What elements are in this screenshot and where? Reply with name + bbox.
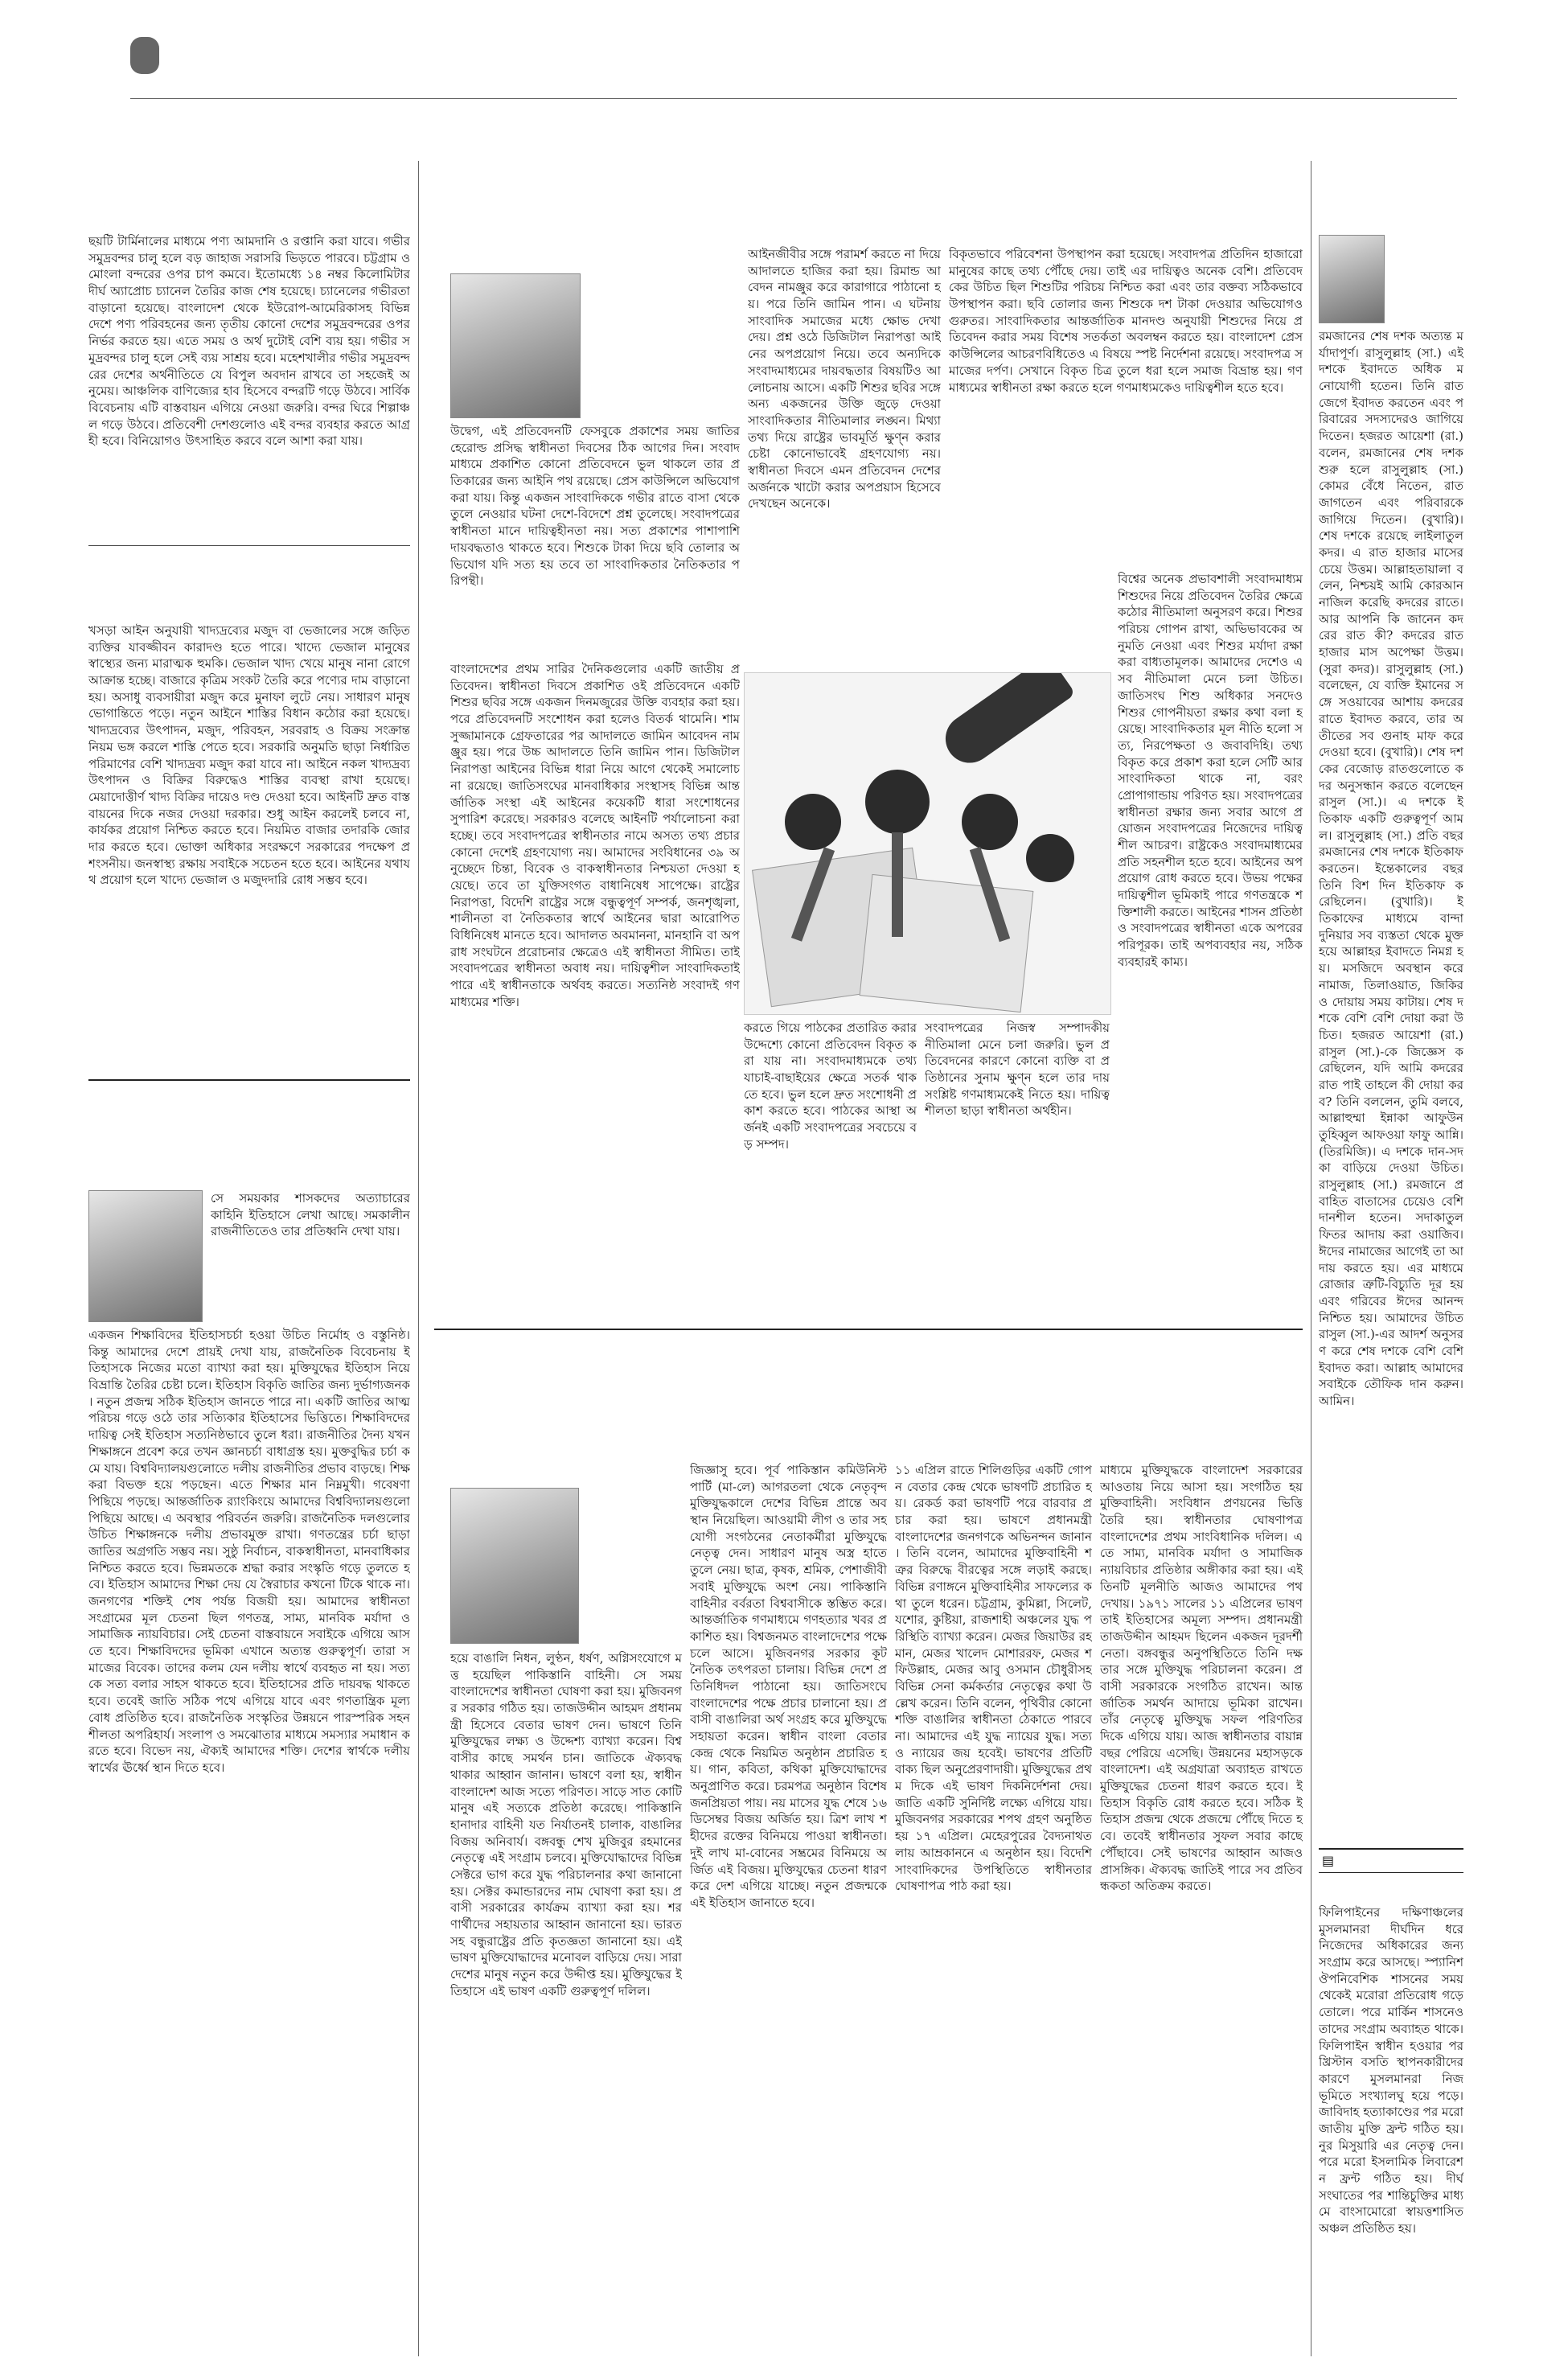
article-body: সে সময়কার শাসকদের অত্যাচারের কাহিনি ইতিহাসে লেখা আছে। সমকালীন রাজনীতিতেও তার প্রতিধ্বনি দেখা যায়। <box>211 1191 410 1239</box>
article-body: ছয়টি টার্মিনালের মাধ্যমে পণ্য আমদানি ও রপ্তানি করা যাবে। গভীর সমুদ্রবন্দর চালু হলে বড় জাহাজ সরাসরি ভিড়তে পারবে। চট্টগ্রাম ও মোংলা বন্দরের ওপর চাপ কমবে। ইতোমধ্যে ১৪ নম্বর কিলোমিটার দীর্ঘ অ্যাপ্রোচ চ্যানেল তৈরির কাজ শেষ হয়েছে। চ্যানেলের গভীরতা বাড়ানো হয়েছে। বাংলাদেশ থেকে ইউরোপ-আমেরিকাসহ বিভিন্ন দেশে পণ্য পরিবহনের জন্য তৃতীয় কোনো দেশের সমুদ্রবন্দরের ওপর নির্ভর করতে হয়। এতে সময় ও অর্থ দুটোই বেশি ব্যয় হয়। গভীর সমুদ্রবন্দর চালু হলে সেই ব্যয় সাশ্রয় হবে। মহেশখালীর গভীর সমুদ্রবন্দরের দেশের অর্থনীতিতে যে বিপুল অবদান রাখবে তা সহজেই অনুমেয়। আঞ্চলিক বাণিজ্যের হাব হিসেবে বন্দরটি গড়ে উঠবে। সার্বিক বিবেচনায় এটি বাস্তবায়ন এগিয়ে নেওয়া জরুরি। বন্দর ঘিরে শিল্পাঞ্চল গড়ে উঠবে। প্রতিবেশী দেশগুলোও এই বন্দর ব্যবহার করতে আগ্রহী হবে। বিনিয়োগও উৎসাহিত করবে বলে আশা করা যায়। <box>88 234 410 449</box>
article-body: উদ্বেগ, এই প্রতিবেদনটি ফেসবুকে প্রকাশের সময় জাতির হেরোল্ড প্রসিদ্ধ স্বাধীনতা দিবসের ঠিক আগের দিন। সংবাদমাধ্যমে প্রকাশিত কোনো প্রতিবেদনে ভুল থাকলে তার প্রতিকারের জন্য আইনি পথ রয়েছে। প্রেস কাউন্সিলে অভিযোগ করা যায়। কিন্তু একজন সাংবাদিককে গভীর রাতে বাসা থেকে তুলে নেওয়ার ঘটনা দেশে-বিদেশে প্রশ্ন তুলেছে। সংবাদপত্রের স্বাধীনতা মানে দায়িত্বহীনতা নয়। সত্য প্রকাশের পাশাপাশি দায়বদ্ধতাও থাকতে হবে। শিশুকে টাকা দিয়ে ছবি তোলার অভিযোগ যদি সত্য হয় তবে তা সাংবাদিকতার নৈতিকতার পরিপন্থী। <box>450 424 740 589</box>
newspaper-stack <box>860 874 1034 1012</box>
section-divider <box>434 1329 1303 1330</box>
microphones-illustration <box>744 672 1111 1015</box>
article-body: একজন শিক্ষাবিদের ইতিহাসচর্চা হওয়া উচিত নির্মোহ ও বস্তুনিষ্ঠ। কিন্তু আমাদের দেশে প্রায়ই দেখা যায়, রাজনৈতিক বিবেচনায় ইতিহাসকে নিজের মতো ব্যাখ্যা করা হয়। মুক্তিযুদ্ধের ইতিহাস নিয়ে বিভ্রান্তি তৈরির চেষ্টা চলে। ইতিহাস বিকৃতি জাতির জন্য দুর্ভাগ্যজনক। নতুন প্রজন্ম সঠিক ইতিহাস জানতে পারে না। একটি জাতির আত্মপরিচয় গড়ে ওঠে তার সত্যিকার ইতিহাসের ভিত্তিতে। শিক্ষাবিদদের দায়িত্ব সেই ইতিহাস সত্যনিষ্ঠভাবে তুলে ধরা। রাজনীতির দৈন্য যখন শিক্ষাঙ্গনে প্রবেশ করে তখন জ্ঞানচর্চা বাধাগ্রস্ত হয়। মুক্তবুদ্ধির চর্চা কমে যায়। বিশ্ববিদ্যালয়গুলোতে দলীয় রাজনীতির প্রভাব বাড়ছে। শিক্ষকরা বিভক্ত হয়ে পড়ছেন। এতে শিক্ষার মান নিম্নমুখী। গবেষণা পিছিয়ে পড়ছে। আন্তর্জাতিক র‍্যাংকিংয়ে আমাদের বিশ্ববিদ্যালয়গুলো পিছিয়ে আছে। এ অবস্থার পরিবর্তন জরুরি। রাজনৈতিক দলগুলোর উচিত শিক্ষাঙ্গনকে দলীয় প্রভাবমুক্ত রাখা। গণতন্ত্রের চর্চা ছাড়া জাতির অগ্রগতি সম্ভব নয়। সুষ্ঠু নির্বাচন, বাকস্বাধীনতা, মানবাধিকার নিশ্চিত করতে হবে। ভিন্নমতকে শ্রদ্ধা করার সংস্কৃতি গড়ে তুলতে হবে। ইতিহাস আমাদের শিক্ষা দেয় যে স্বৈরাচার কখনো টিকে থাকে না। জনগণের শক্তিই শেষ পর্যন্ত বিজয়ী হয়। আমাদের স্বাধীনতা সংগ্রামের মূল চেতনা ছিল গণতন্ত্র, সাম্য, মানবিক মর্যাদা ও সামাজিক ন্যায়বিচার। সেই চেতনা বাস্তবায়নে সবাইকে এগিয়ে আসতে হবে। শিক্ষাবিদদের ভূমিকা এখানে অত্যন্ত গুরুত্বপূর্ণ। তারা সমাজের বিবেক। তাদের কলম যেন দলীয় স্বার্থে ব্যবহৃত না হয়। সত্যকে সত্য বলার সাহস থাকতে হবে। ইতিহাসের প্রতি দায়বদ্ধ থাকতে হবে। তবেই জাতি সঠিক পথে এগিয়ে যাবে এবং গণতান্ত্রিক মূল্যবোধ প্রতিষ্ঠিত হবে। রাজনৈতিক সংস্কৃতির উন্নয়নে পারস্পরিক সহনশীলতা অপরিহার্য। সংলাপ ও সমঝোতার মাধ্যমে সমস্যার সমাধান করতে হবে। বিভেদ নয়, ঐক্যই আমাদের শক্তি। দেশের স্বার্থকে দলীয় স্বার্থের ঊর্ধ্বে স্থান দিতে হবে। <box>88 1328 410 1775</box>
article-body <box>584 1488 680 1645</box>
article-body <box>587 273 740 418</box>
article-body <box>1389 235 1463 323</box>
article-body: বিকৃতভাবে পরিবেশনা উপস্থাপন করা হয়েছে। সংবাদপত্র প্রতিদিন হাজারো মানুষের কাছে তথ্য পৌঁছে দেয়। তাই এর দায়িত্বও অনেক বেশি। প্রতিবেদকের উচিত ছিল শিশুটির পরিচয় নিশ্চিত করা এবং তার বক্তব্য সঠিকভাবে উপস্থাপন করা। ছবি তোলার জন্য শিশুকে দশ টাকা দেওয়ার অভিযোগও গুরুতর। সাংবাদিকতার আন্তর্জাতিক মানদণ্ড অনুযায়ী শিশুদের নিয়ে প্রতিবেদন করার সময় বিশেষ সতর্কতা অবলম্বন করতে হয়। বাংলাদেশ প্রেস কাউন্সিলের আচরণবিধিতেও এ বিষয়ে স্পষ্ট নির্দেশনা রয়েছে। সংবাদপত্র সমাজের দর্পণ। সেখানে বিকৃত চিত্র তুলে ধরা হলে সমাজ বিভ্রান্ত হয়। গণমাধ্যমের স্বাধীনতা রক্ষা করতে হলে গণমাধ্যমকেও দায়িত্বশীল হতে হবে। <box>949 247 1303 395</box>
header-rule <box>130 98 1457 99</box>
section-divider <box>88 1079 410 1081</box>
article-body: হয়ে বাঙালি নিধন, লুণ্ঠন, ধর্ষণ, অগ্নিসংযোগে মত্ত হয়েছিল পাকিস্তানি বাহিনী। সে সময় বাংলাদেশের স্বাধীনতা ঘোষণা করা হয়। মুজিবনগর সরকার গঠিত হয়। তাজউদ্দীন আহমদ প্রধানমন্ত্রী হিসেবে বেতার ভাষণ দেন। ভাষণে তিনি মুক্তিযুদ্ধের লক্ষ্য ও উদ্দেশ্য ব্যাখ্যা করেন। বিশ্ববাসীর কাছে সমর্থন চান। জাতিকে ঐক্যবদ্ধ থাকার আহ্বান জানান। ভাষণে বলা হয়, স্বাধীন বাংলাদেশ আজ সত্যে পরিণত। সাড়ে সাত কোটি মানুষ এই সত্যকে প্রতিষ্ঠা করেছে। পাকিস্তানি হানাদার বাহিনী যত নির্যাতনই চালাক, বাঙালির বিজয় অনিবার্য। বঙ্গবন্ধু শেখ মুজিবুর রহমানের নেতৃত্বে এই সংগ্রাম চলবে। মুক্তিযোদ্ধাদের বিভিন্ন সেক্টরে ভাগ করে যুদ্ধ পরিচালনার কথা জানানো হয়। সেক্টর কমান্ডারদের নাম ঘোষণা করা হয়। প্রবাসী সরকারের কার্যক্রম ব্যাখ্যা করা হয়। শরণার্থীদের সহায়তার আহ্বান জানানো হয়। ভারতসহ বন্ধুরাষ্ট্রের প্রতি কৃতজ্ঞতা জানানো হয়। এই ভাষণ মুক্তিযোদ্ধাদের মনোবল বাড়িয়ে দেয়। সারা দেশের মানুষ নতুন করে উদ্দীপ্ত হয়। মুক্তিযুদ্ধের ইতিহাসে এই ভাষণ একটি গুরুত্বপূর্ণ দলিল। <box>450 1651 682 1998</box>
history-label-box <box>1319 1848 1463 1873</box>
article-body: ফিলিপাইনের দক্ষিণাঞ্চলের মুসলমানরা দীর্ঘদিন ধরে নিজেদের অধিকারের জন্য সংগ্রাম করে আসছে। স্প্যানিশ ঔপনিবেশিক শাসনের সময় থেকেই মরোরা প্রতিরোধ গড়ে তোলে। পরে মার্কিন শাসনেও তাদের সংগ্রাম অব্যাহত থাকে। ফিলিপাইন স্বাধীন হওয়ার পর খ্রিস্টান বসতি স্থাপনকারীদের কারণে মুসলমানরা নিজ ভূমিতে সংখ্যালঘু হয়ে পড়ে। জাবিদাহ হত্যাকাণ্ডের পর মরো জাতীয় মুক্তি ফ্রন্ট গঠিত হয়। নুর মিসুয়ারি এর নেতৃত্ব দেন। পরে মরো ইসলামিক লিবারেশন ফ্রন্ট গঠিত হয়। দীর্ঘ সংঘাতের পর শান্তিচুক্তির মাধ্যমে বাংসামোরো স্বায়ত্তশাসিত অঞ্চল প্রতিষ্ঠিত হয়। <box>1319 1905 1463 2236</box>
reaching-hand <box>936 672 1076 772</box>
microphone-icon <box>1026 834 1074 882</box>
author-photo <box>88 1190 203 1322</box>
microphone-icon <box>865 770 930 834</box>
article-body: সংবাদপত্রের নিজস্ব সম্পাদকীয় নীতিমালা মেনে চলা জরুরি। ভুল প্রতিবেদনের কারণে কোনো ব্যক্তি বা প্রতিষ্ঠানের সুনাম ক্ষুণ্ন হলে তার দায় সংশ্লিষ্ট গণমাধ্যমকেই নিতে হয়। দায়িত্বশীলতা ছাড়া স্বাধীনতা অর্থহীন। <box>925 1021 1110 1119</box>
microphone-handle <box>892 832 903 937</box>
article-body: বাংলাদেশের প্রথম সারির দৈনিকগুলোর একটি জাতীয় প্রতিবেদন। স্বাধীনতা দিবসে প্রকাশিত ওই প্রতিবেদনে একটি শিশুর ছবির সঙ্গে একজন দিনমজুরের উক্তি ব্যবহার করা হয়। পরে প্রতিবেদনটি সংশোধন করা হলেও বিতর্ক থামেনি। শামসুজ্জামানকে গ্রেফতারের পর আদালতে জামিন আবেদন নামঞ্জুর হয়। পরে উচ্চ আদালতে তিনি জামিন পান। ডিজিটাল নিরাপত্তা আইনের বিভিন্ন ধারা নিয়ে আগে থেকেই সমালোচনা রয়েছে। জাতিসংঘের মানবাধিকার সংস্থাসহ বিভিন্ন আন্তর্জাতিক সংস্থা এই আইনের কয়েকটি ধারা সংশোধনের সুপারিশ করেছে। সরকারও বলেছে আইনটি পর্যালোচনা করা হচ্ছে। তবে সংবাদপত্রের স্বাধীনতার নামে অসত্য তথ্য প্রচার কোনো দেশেই গ্রহণযোগ্য নয়। আমাদের সংবিধানের ৩৯ অনুচ্ছেদে চিন্তা, বিবেক ও বাকস্বাধীনতার নিশ্চয়তা দেওয়া হয়েছে। তবে তা যুক্তিসংগত বাধানিষেধ সাপেক্ষে। রাষ্ট্রের নিরাপত্তা, বিদেশি রাষ্ট্রের সঙ্গে বন্ধুত্বপূর্ণ সম্পর্ক, জনশৃঙ্খলা, শালীনতা বা নৈতিকতার স্বার্থে আইনের দ্বারা আরোপিত বিধিনিষেধ মানতে হবে। আদালত অবমাননা, মানহানি বা অপরাধ সংঘটনে প্ররোচনার ক্ষেত্রেও এই স্বাধীনতা সীমিত। তাই সংবাদপত্রের স্বাধীনতা অবাধ নয়। দায়িত্বশীল সাংবাদিকতাই পারে এই স্বাধীনতাকে অর্থবহ করতে। সত্যনিষ্ঠ সংবাদই গণমাধ্যমের শক্তি। <box>450 662 740 1009</box>
author-photo <box>450 273 581 418</box>
article-body: করতে গিয়ে পাঠকের প্রতারিত করার উদ্দেশ্যে কোনো প্রতিবেদন বিকৃত করা যায় না। সংবাদমাধ্যমকে তথ্য যাচাই-বাছাইয়ের ক্ষেত্রে সতর্ক থাকতে হবে। ভুল হলে দ্রুত সংশোধনী প্রকাশ করতে হবে। পাঠকের আস্থা অর্জনই একটি সংবাদপত্রের সবচেয়ে বড় সম্পদ। <box>744 1021 917 1152</box>
article-body: ১১ এপ্রিল রাতে শিলিগুড়ির একটি গোপন বেতার কেন্দ্র থেকে ভাষণটি প্রচারিত হয়। রেকর্ড করা ভাষণটি পরে বারবার প্রচার করা হয়। ভাষণে প্রধানমন্ত্রী বাংলাদেশের জনগণকে অভিনন্দন জানান। তিনি বলেন, আমাদের মুক্তিবাহিনী শত্রুর বিরুদ্ধে বীরত্বের সঙ্গে লড়াই করছে। বিভিন্ন রণাঙ্গনে মুক্তিবাহিনীর সাফল্যের কথা তুলে ধরেন। চট্টগ্রাম, কুমিল্লা, সিলেট, যশোর, কুষ্টিয়া, রাজশাহী অঞ্চলের যুদ্ধ পরিস্থিতি ব্যাখ্যা করেন। মেজর জিয়াউর রহমান, মেজর খালেদ মোশাররফ, মেজর শফিউল্লাহ, মেজর আবু ওসমান চৌধুরীসহ বিভিন্ন সেনা কর্মকর্তার নেতৃত্বের কথা উল্লেখ করেন। তিনি বলেন, পৃথিবীর কোনো শক্তি বাঙালির স্বাধীনতা ঠেকাতে পারবে না। আমাদের এই যুদ্ধ ন্যায়ের যুদ্ধ। সত্য ও ন্যায়ের জয় হবেই। ভাষণের প্রতিটি বাক্য ছিল অনুপ্রেরণাদায়ী। মুক্তিযুদ্ধের প্রথম দিকে এই ভাষণ দিকনির্দেশনা দেয়। জাতি একটি সুনির্দিষ্ট লক্ষ্যে এগিয়ে যায়। মুজিবনগর সরকারের শপথ গ্রহণ অনুষ্ঠিত হয় ১৭ এপ্রিল। মেহেরপুরের বৈদ্যনাথতলায় আম্রকাননে এ অনুষ্ঠান হয়। বিদেশি সাংবাদিকদের উপস্থিতিতে স্বাধীনতার ঘোষণাপত্র পাঠ করা হয়। <box>895 1463 1092 1894</box>
article-body: আইনজীবীর সঙ্গে পরামর্শ করতে না দিয়ে আদালতে হাজির করা হয়। রিমান্ড আবেদন নামঞ্জুর করে কারাগারে পাঠানো হয়। পরে তিনি জামিন পান। এ ঘটনায় সাংবাদিক সমাজের মধ্যে ক্ষোভ দেখা দেয়। প্রশ্ন ওঠে ডিজিটাল নিরাপত্তা আইনের অপপ্রয়োগ নিয়ে। তবে অন্যদিকে সংবাদমাধ্যমের দায়বদ্ধতার বিষয়টিও আলোচনায় আসে। একটি শিশুর ছবির সঙ্গে অন্য একজনের উক্তি জুড়ে দেওয়া সাংবাদিকতার নীতিমালার লঙ্ঘন। মিথ্যা তথ্য দিয়ে রাষ্ট্রের ভাবমূর্তি ক্ষুণ্ন করার চেষ্টা কোনোভাবেই গ্রহণযোগ্য নয়। স্বাধীনতা দিবসে এমন প্রতিবেদন দেশের অর্জনকে খাটো করার অপপ্রয়াস হিসেবে দেখছেন অনেকে। <box>748 247 941 511</box>
left-column-divider <box>418 161 419 2356</box>
book-icon: ▤ <box>1322 1853 1335 1868</box>
article-body: মাধ্যমে মুক্তিযুদ্ধকে বাংলাদেশ সরকারের আওতায় নিয়ে আসা হয়। সংগঠিত হয় মুক্তিবাহিনী। সংবিধান প্রণয়নের ভিত্তি তৈরি হয়। স্বাধীনতার ঘোষণাপত্র বাংলাদেশের প্রথম সাংবিধানিক দলিল। এতে সাম্য, মানবিক মর্যাদা ও সামাজিক ন্যায়বিচার প্রতিষ্ঠার অঙ্গীকার করা হয়। এই তিনটি মূলনীতি আজও আমাদের পথ দেখায়। ১৯৭১ সালের ১১ এপ্রিলের ভাষণ তাই ইতিহাসের অমূল্য সম্পদ। প্রধানমন্ত্রী তাজউদ্দীন আহমদ ছিলেন একজন দূরদর্শী নেতা। বঙ্গবন্ধুর অনুপস্থিতিতে তিনি দক্ষতার সঙ্গে মুক্তিযুদ্ধ পরিচালনা করেন। প্রবাসী সরকারকে সংগঠিত রাখেন। আন্তর্জাতিক সমর্থন আদায়ে ভূমিকা রাখেন। তাঁর নেতৃত্বে মুক্তিযুদ্ধ সফল পরিণতির দিকে এগিয়ে যায়। আজ স্বাধীনতার বায়ান্ন বছর পেরিয়ে এসেছি। উন্নয়নের মহাসড়কে বাংলাদেশ। এই অগ্রযাত্রা অব্যাহত রাখতে মুক্তিযুদ্ধের চেতনা ধারণ করতে হবে। ইতিহাস বিকৃতি রোধ করতে হবে। সঠিক ইতিহাস প্রজন্ম থেকে প্রজন্মে পৌঁছে দিতে হবে। তবেই স্বাধীনতার সুফল সবার কাছে পৌঁছাবে। সেই ভাষণের আহ্বান আজও প্রাসঙ্গিক। ঐক্যবদ্ধ জাতিই পারে সব প্রতিবন্ধকতা অতিক্রম করতে। <box>1100 1463 1303 1894</box>
section-divider <box>88 545 410 546</box>
microphone-icon <box>962 794 1018 850</box>
page-number-badge <box>130 37 159 74</box>
article-body: খসড়া আইন অনুযায়ী খাদ্যদ্রব্যের মজুদ বা ভেজালের সঙ্গে জড়িত ব্যক্তির যাবজ্জীবন কারাদণ্ড হতে পারে। খাদ্যে ভেজাল মানুষের স্বাস্থ্যের জন্য মারাত্মক হুমকি। ভেজাল খাদ্য খেয়ে মানুষ নানা রোগে আক্রান্ত হচ্ছে। বাজারে কৃত্রিম সংকট তৈরি করে পণ্যের দাম বাড়ানো হয়। অসাধু ব্যবসায়ীরা মজুদ করে মুনাফা লুটে নেয়। সাধারণ মানুষ ভোগান্তিতে পড়ে। নতুন আইনে শাস্তির বিধান কঠোর করা হয়েছে। খাদ্যদ্রব্যের উৎপাদন, মজুদ, পরিবহন, সরবরাহ ও বিক্রয় সংক্রান্ত নিয়ম ভঙ্গ করলে শাস্তি পেতে হবে। সরকারি অনুমতি ছাড়া নির্ধারিত পরিমাণের বেশি খাদ্যদ্রব্য মজুদ করা যাবে না। আইনে নকল খাদ্যদ্রব্য উৎপাদন ও বিক্রির বিরুদ্ধেও শাস্তির ব্যবস্থা রাখা হয়েছে। মেয়াদোত্তীর্ণ খাদ্য বিক্রির দায়েও দণ্ড দেওয়া হবে। আইনটি দ্রুত বাস্তবায়নের দিকে নজর দেওয়া দরকার। শুধু আইন করলেই চলবে না, কার্যকর প্রয়োগ নিশ্চিত করতে হবে। নিয়মিত বাজার তদারকি জোরদার করতে হবে। ভোক্তা অধিকার সংরক্ষণে সরকারের পদক্ষেপ প্রশংসনীয়। জনস্বাস্থ্য রক্ষায় সবাইকে সচেতন হতে হবে। আইনের যথাযথ প্রয়োগ হলে খাদ্যে ভেজাল ও মজুদদারি রোধ সম্ভব হবে। <box>88 623 410 888</box>
article-body: রমজানের শেষ দশক অত্যন্ত মর্যাদাপূর্ণ। রাসুলুল্লাহ (সা.) এই দশকে ইবাদতে অধিক মনোযোগী হতেন। তিনি রাত জেগে ইবাদত করতেন এবং পরিবারের সদস্যদেরও জাগিয়ে দিতেন। হজরত আয়েশা (রা.) বলেন, রমজানের শেষ দশক শুরু হলে রাসুলুল্লাহ (সা.) কোমর বেঁধে নিতেন, রাত জাগতেন এবং পরিবারকে জাগিয়ে দিতেন। (বুখারি)। শেষ দশকে রয়েছে লাইলাতুল কদর। এ রাত হাজার মাসের চেয়ে উত্তম। আল্লাহতায়ালা বলেন, নিশ্চয়ই আমি কোরআন নাজিল করেছি কদরের রাতে। আর আপনি কি জানেন কদরের রাত কী? কদরের রাত হাজার মাস অপেক্ষা উত্তম। (সুরা কদর)। রাসুলুল্লাহ (সা.) বলেছেন, যে ব্যক্তি ইমানের সঙ্গে সওয়াবের আশায় কদরের রাতে ইবাদত করবে, তার অতীতের সব গুনাহ মাফ করে দেওয়া হবে। (বুখারি)। শেষ দশকের বেজোড় রাতগুলোতে কদর অনুসন্ধান করতে বলেছেন রাসুল (সা.)। এ দশকে ইতিকাফ একটি গুরুত্বপূর্ণ আমল। রাসুলুল্লাহ (সা.) প্রতি বছর রমজানের শেষ দশকে ইতিকাফ করতেন। ইন্তেকালের বছর তিনি বিশ দিন ইতিকাফ করেছিলেন। (বুখারি)। ইতিকাফের মাধ্যমে বান্দা দুনিয়ার সব ব্যস্ততা থেকে মুক্ত হয়ে আল্লাহর ইবাদতে নিমগ্ন হয়। মসজিদে অবস্থান করে নামাজ, তিলাওয়াত, জিকির ও দোয়ায় সময় কাটায়। শেষ দশকে বেশি বেশি দোয়া করা উচিত। হজরত আয়েশা (রা.) রাসুল (সা.)-কে জিজ্ঞেস করেছিলেন, যদি আমি কদরের রাত পাই তাহলে কী দোয়া করব? তিনি বললেন, তুমি বলবে, আল্লাহুম্মা ইন্নাকা আফুউন তুহিব্বুল আফওয়া ফাফু আন্নি। (তিরমিজি)। এ দশকে দান-সদকা বাড়িয়ে দেওয়া উচিত। রাসুলুল্লাহ (সা.) রমজানে প্রবাহিত বাতাসের চেয়েও বেশি দানশীল হতেন। সদাকাতুল ফিতর আদায় করা ওয়াজিব। ঈদের নামাজের আগেই তা আদায় করতে হয়। এর মাধ্যমে রোজার ত্রুটি-বিচ্যুতি দূর হয় এবং গরিবের ঈদের আনন্দ নিশ্চিত হয়। আমাদের উচিত রাসুল (সা.)-এর আদর্শ অনুসরণ করে শেষ দশকে বেশি বেশি ইবাদত করা। আল্লাহ আমাদের সবাইকে তৌফিক দান করুন। আমিন। <box>1319 329 1463 1408</box>
article-body: বিশ্বের অনেক প্রভাবশালী সংবাদমাধ্যম শিশুদের নিয়ে প্রতিবেদন তৈরির ক্ষেত্রে কঠোর নীতিমালা অনুসরণ করে। শিশুর পরিচয় গোপন রাখা, অভিভাবকের অনুমতি নেওয়া এবং শিশুর মর্যাদা রক্ষা করা বাধ্যতামূলক। আমাদের দেশেও এসব নীতিমালা মেনে চলা উচিত। জাতিসংঘ শিশু অধিকার সনদেও শিশুর গোপনীয়তা রক্ষার কথা বলা হয়েছে। সাংবাদিকতার মূল নীতি হলো সত্য, নিরপেক্ষতা ও জবাবদিহি। তথ্য বিকৃত করে প্রকাশ করা হলে সেটি আর সাংবাদিকতা থাকে না, বরং প্রোপাগান্ডায় পরিণত হয়। সংবাদপত্রের স্বাধীনতা রক্ষার জন্য সবার আগে প্রয়োজন সংবাদপত্রের নিজেদের দায়িত্বশীল আচরণ। রাষ্ট্রকেও সংবাদমাধ্যমের প্রতি সহনশীল হতে হবে। আইনের অপপ্রয়োগ রোধ করতে হবে। উভয় পক্ষের দায়িত্বশীল ভূমিকাই পারে গণতন্ত্রকে শক্তিশালী করতে। আইনের শাসন প্রতিষ্ঠা ও সংবাদপত্রের স্বাধীনতা একে অপরের পরিপূরক। তাই অপব্যবহার নয়, সঠিক ব্যবহারই কাম্য। <box>1118 572 1303 969</box>
microphone-icon <box>785 794 841 850</box>
author-photo <box>1319 235 1385 323</box>
author-photo <box>450 1488 579 1644</box>
article-body: জিজ্ঞাসু হবে। পূর্ব পাকিস্তান কমিউনিস্ট পার্টি (মা-লে) আগরতলা থেকে নেতৃবৃন্দ মুক্তিযুদ্ধকালে দেশের বিভিন্ন প্রান্তে অবস্থান নিয়েছিল। আওয়ামী লীগ ও তার সহযোগী সংগঠনের নেতাকর্মীরা মুক্তিযুদ্ধে নেতৃত্ব দেন। সাধারণ মানুষ অস্ত্র হাতে তুলে নেয়। ছাত্র, কৃষক, শ্রমিক, পেশাজীবী সবাই মুক্তিযুদ্ধে অংশ নেয়। পাকিস্তানি বাহিনীর বর্বরতা বিশ্ববাসীকে স্তম্ভিত করে। আন্তর্জাতিক গণমাধ্যমে গণহত্যার খবর প্রকাশিত হয়। বিশ্বজনমত বাংলাদেশের পক্ষে চলে আসে। মুজিবনগর সরকার কূটনৈতিক তৎপরতা চালায়। বিভিন্ন দেশে প্রতিনিধিদল পাঠানো হয়। জাতিসংঘে বাংলাদেশের পক্ষে প্রচার চালানো হয়। প্রবাসী বাঙালিরা অর্থ সংগ্রহ করে মুক্তিযুদ্ধে সহায়তা করেন। স্বাধীন বাংলা বেতার কেন্দ্র থেকে নিয়মিত অনুষ্ঠান প্রচারিত হয়। গান, কবিতা, কথিকা মুক্তিযোদ্ধাদের অনুপ্রাণিত করে। চরমপত্র অনুষ্ঠান বিশেষ জনপ্রিয়তা পায়। নয় মাসের যুদ্ধ শেষে ১৬ ডিসেম্বর বিজয় অর্জিত হয়। ত্রিশ লাখ শহীদের রক্তের বিনিময়ে পাওয়া স্বাধীনতা। দুই লাখ মা-বোনের সম্ভ্রমের বিনিময়ে অর্জিত এই বিজয়। মুক্তিযুদ্ধের চেতনা ধারণ করে দেশ এগিয়ে যাচ্ছে। নতুন প্রজন্মকে এই ইতিহাস জানাতে হবে। <box>690 1463 887 1910</box>
